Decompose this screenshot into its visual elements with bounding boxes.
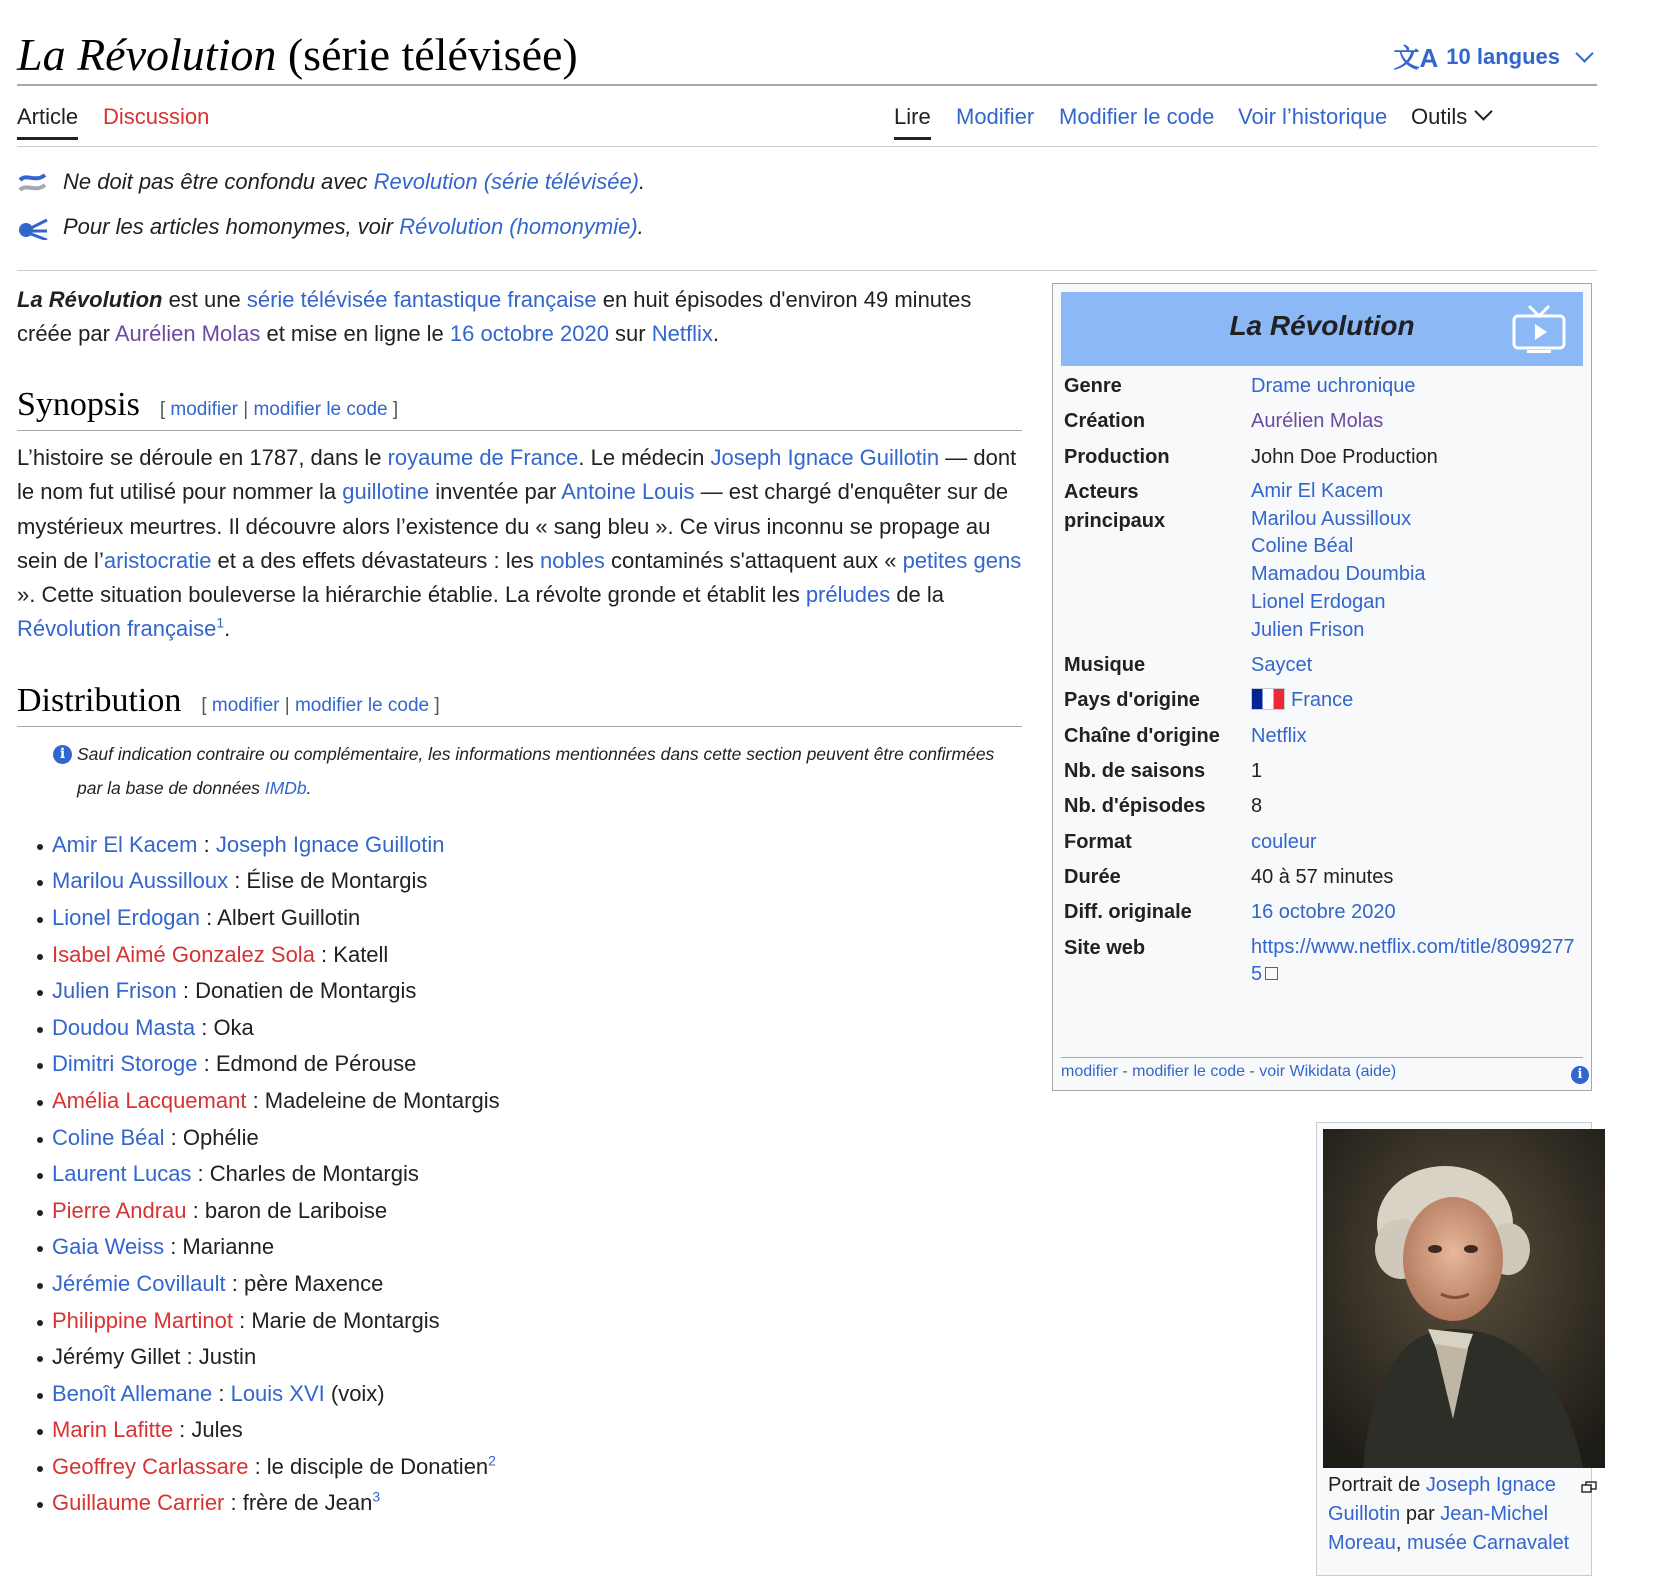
cast-actor-link[interactable]: Marin Lafitte (52, 1417, 174, 1443)
infobox-title: La Révolution (1229, 310, 1415, 341)
disambiguation-icon (17, 216, 51, 240)
france-flag-icon (1251, 688, 1285, 710)
cast-actor-link[interactable]: Dimitri Storoge (52, 1051, 198, 1077)
cast-item: Geoffrey Carlassare : le disciple de Donatien$^2$ (37, 1449, 1022, 1486)
section-heading-distribution: Distribution [ modifier | modifier le code ] (17, 683, 1022, 727)
infobox-link-actor[interactable]: Julien Frison (1251, 618, 1365, 641)
cast-role: baron de Lariboise (204, 1197, 388, 1223)
caption-link-moreau[interactable]: Jean-Michel Moreau (1328, 1503, 1549, 1554)
tab-history[interactable]: Voir l’historique (1238, 104, 1388, 129)
cast-role: le disciple de Donatien (266, 1453, 489, 1479)
caption-link-guillotin[interactable]: Joseph Ignace Guillotin (1328, 1474, 1556, 1525)
cast-role: Charles de Montargis (209, 1161, 419, 1187)
info-icon: i (53, 745, 72, 764)
confusion-icon (17, 171, 51, 195)
cast-item: Jérémie Covillault : père Maxence (37, 1266, 1022, 1303)
cast-role-note: (voix) (324, 1380, 385, 1406)
synopsis-paragraph: L’histoire se déroule en 1787, dans le royaume de France. Le médecin Joseph Ignace Guillotin — dont le nom fut utilisé pour nommer la guillotine inventée par Antoine Louis — est chargé d'enquêter sur de mystérieux meurtres. Il découvre alors l’existence du « sang bleu ». Ce virus inconnu se propage au sein de l’aristocratie et a des effets dévastateurs : les nobles contaminés s'attaquent aux « petites gens ». Cette situation bouleverse la hiérarchie établie. La révolte gronde et établit les préludes de la Révolution française$^1$. (17, 445, 1022, 642)
cast-actor-link[interactable]: Lionel Erdogan (52, 904, 201, 930)
enlarge-icon[interactable] (1581, 1481, 1597, 1493)
cast-actor-link[interactable]: Doudou Masta (52, 1014, 196, 1040)
cast-role-link[interactable]: Joseph Ignace Guillotin (215, 831, 445, 857)
cast-item: Lionel Erdogan : Albert Guillotin (37, 900, 1022, 937)
infobox-edit-link[interactable]: modifier (1061, 1063, 1118, 1080)
chevron-down-icon (1575, 44, 1593, 62)
title-bar (17, 22, 1597, 86)
infobox: La Révolution Genre Drame uchronique Création Aurélien Molas Production John Doe Production Acteurs principaux Amir El Kacem Marilou Aussilloux Coline Béal Mamadou Doumbia Lionel Erdogan Julien Frison Musique Saycet Pays d'origine France Chaîne d'origine Netflix Nb. de saisons 1 Nb. d'épisodes 8 Format couleur Durée 40 à 57 minutes Diff. originale 16 octobre 2020 Site web https://www.netflix.com/title/80992775 modifier - modifier le code - voir Wikidata (aide) i (1052, 283, 1592, 1091)
cast-actor-link[interactable]: Gaia Weiss (52, 1234, 165, 1260)
portrait-image[interactable] (1323, 1129, 1605, 1468)
cast-role: Madeleine de Montargis (264, 1087, 500, 1113)
tab-edit[interactable]: Modifier (956, 104, 1035, 129)
hatnote-disambiguation: Pour les articles homonymes, voir Révolution (homonymie). (63, 214, 644, 240)
infobox-link-music[interactable]: Saycet (1251, 654, 1313, 676)
language-button[interactable]: 文A 10 langues (1394, 38, 1598, 75)
link-serie[interactable]: série télévisée fantastique française (246, 287, 597, 312)
link-date[interactable]: 16 octobre 2020 (449, 321, 609, 346)
reference-link[interactable]: 3 (372, 1489, 381, 1506)
cast-actor-link[interactable]: Benoît Allemane (52, 1380, 213, 1406)
cast-actor-link[interactable]: Isabel Aimé Gonzalez Sola (52, 941, 315, 967)
tab-article[interactable]: Article (17, 104, 78, 140)
cast-item: Marin Lafitte : Jules (37, 1412, 1022, 1449)
link-nobles[interactable]: nobles (540, 547, 605, 573)
cast-item: Dimitri Storoge : Edmond de Pérouse (37, 1046, 1022, 1083)
cast-role: Élise de Montargis (246, 868, 428, 894)
intro-paragraph: La Révolution est une série télévisée fantastique française en huit épisodes d'environ 49 minutes créée par Aurélien Molas et mise en ligne le 16 octobre 2020 sur Netflix. (17, 287, 972, 346)
infobox-link-actor[interactable]: Marilou Aussilloux (1251, 507, 1412, 530)
cast-role: Marie de Montargis (251, 1307, 440, 1333)
infobox-wikidata-link[interactable]: voir Wikidata (aide) (1259, 1063, 1397, 1080)
cast-item: Julien Frison : Donatien de Montargis (37, 973, 1022, 1010)
cast-item: Pierre Andrau : baron de Lariboise (37, 1193, 1022, 1230)
edit-section-link[interactable]: modifier (170, 399, 238, 420)
page-tabs (17, 92, 1597, 147)
cast-role: Jules (191, 1417, 243, 1443)
cast-actor-link[interactable]: Jérémie Covillault (52, 1270, 226, 1296)
cast-role: Edmond de Pérouse (215, 1051, 417, 1077)
cast-actor-link[interactable]: Marilou Aussilloux (52, 868, 229, 894)
link-preludes[interactable]: préludes (805, 582, 891, 608)
cast-role: Oka (213, 1014, 254, 1040)
article-body (17, 283, 1022, 1522)
cast-item: Benoît Allemane : Louis XVI (voix) (37, 1376, 1022, 1413)
distribution-note: i Sauf indication contraire ou complémentaire, les informations mentionnées dans cette section peuvent être confirmées par la base de données IMDb. (17, 737, 1022, 805)
infobox-title-bar (1061, 292, 1583, 366)
cast-actor: Jérémy Gillet (52, 1344, 181, 1370)
tab-read[interactable]: Lire (894, 104, 931, 140)
cast-item: Jérémy Gillet : Justin (37, 1339, 1022, 1376)
cast-actor-link[interactable]: Laurent Lucas (52, 1161, 192, 1187)
cast-actor-link[interactable]: Guillaume Carrier (52, 1490, 225, 1516)
cast-item: Doudou Masta : Oka (37, 1010, 1022, 1047)
link-revolution-francaise[interactable]: Révolution française (17, 616, 217, 642)
info-icon[interactable]: i (1571, 1066, 1589, 1084)
cast-item: Amélia Lacquemant : Madeleine de Montargis (37, 1083, 1022, 1120)
cast-role: père Maxence (243, 1270, 384, 1296)
cast-item: Gaia Weiss : Marianne (37, 1229, 1022, 1266)
cast-item: Coline Béal : Ophélie (37, 1120, 1022, 1157)
cast-actor-link[interactable]: Pierre Andrau (52, 1197, 187, 1223)
link-aurelien-molas[interactable]: Aurélien Molas (114, 321, 261, 346)
external-link-icon (1265, 967, 1278, 980)
infobox-link-creation[interactable]: Aurélien Molas (1251, 410, 1384, 432)
infobox-link-actor[interactable]: Mamadou Doumbia (1251, 563, 1426, 586)
cast-item: Philippine Martinot : Marie de Montargis (37, 1303, 1022, 1340)
section-edit-links: [ modifier | modifier le code ] (159, 399, 399, 420)
cast-actor-link[interactable]: Amélia Lacquemant (52, 1087, 247, 1113)
infobox-link-format[interactable]: couleur (1251, 831, 1317, 853)
link-royaume[interactable]: royaume de France (387, 445, 579, 470)
tools-menu[interactable]: Outils (1411, 104, 1496, 130)
translate-icon: 文A (1393, 43, 1439, 73)
cast-list (17, 827, 1022, 1522)
link-aristocratie[interactable]: aristocratie (103, 547, 212, 573)
section-heading-synopsis: Synopsis [ modifier | modifier le code ] (17, 387, 1022, 431)
link-guillotine[interactable]: guillotine (342, 479, 430, 505)
link-antoine-louis[interactable]: Antoine Louis (561, 479, 695, 505)
reference-link[interactable]: 2 (488, 1452, 496, 1469)
edit-source-section-link[interactable]: modifier le code (294, 694, 430, 716)
cast-role: Ophélie (182, 1124, 259, 1150)
cast-role: frère de Jean (242, 1490, 373, 1516)
cast-role: Albert Guillotin (217, 904, 361, 930)
cast-actor-link[interactable]: Julien Frison (52, 978, 177, 1004)
hatnotes (17, 166, 1597, 271)
cast-role: Marianne (182, 1234, 275, 1260)
edit-source-section-link[interactable]: modifier le code (253, 399, 388, 420)
cast-item: Guillaume Carrier : frère de Jean$^3$ (37, 1485, 1022, 1522)
cast-item: Isabel Aimé Gonzalez Sola : Katell (37, 937, 1022, 974)
link-guillotin[interactable]: Joseph Ignace Guillotin (710, 445, 940, 470)
hatnote-confusion: Ne doit pas être confondu avec Revolution (série télévisée). (63, 169, 645, 195)
cast-actor-link[interactable]: Amir El Kacem (52, 831, 198, 857)
infobox-link-country[interactable]: France (1291, 689, 1354, 711)
hatnote-link-homonymie[interactable]: Révolution (homonymie) (399, 214, 638, 239)
reference-link[interactable]: 1 (216, 615, 225, 632)
chevron-down-icon (1475, 102, 1493, 120)
infobox-link-actor[interactable]: Coline Béal (1251, 535, 1354, 558)
caption-link-carnavalet[interactable]: musée Carnavalet (1406, 1532, 1570, 1554)
cast-item: Marilou Aussilloux : Élise de Montargis (37, 863, 1022, 900)
cast-item: Amir El Kacem : Joseph Ignace Guillotin (37, 827, 1022, 864)
link-netflix[interactable]: Netflix (651, 321, 713, 346)
link-petites-gens[interactable]: petites gens (902, 547, 1022, 573)
cast-role-link[interactable]: Louis XVI (230, 1380, 325, 1406)
infobox-link-website[interactable]: https://www.netflix.com/title/80992775 (1251, 936, 1575, 985)
cast-item: Laurent Lucas : Charles de Montargis (37, 1156, 1022, 1193)
infobox-link-channel[interactable]: Netflix (1251, 725, 1307, 747)
infobox-link-date[interactable]: 16 octobre 2020 (1251, 901, 1396, 923)
hatnote-link-revolution[interactable]: Revolution (série télévisée) (373, 169, 639, 194)
cast-actor-link[interactable]: Philippine Martinot (52, 1307, 233, 1333)
cast-role: Katell (333, 941, 389, 967)
portrait-caption: Portrait de Joseph Ignace Guillotin par Jean-Michel Moreau, musée Carnavalet (1328, 1471, 1593, 1558)
portrait-thumbnail (1316, 1122, 1592, 1576)
infobox-footer: modifier - modifier le code - voir Wikidata (aide) i (1061, 1057, 1583, 1081)
cast-role: Justin (198, 1344, 257, 1370)
infobox-link-genre[interactable]: Drame uchronique (1251, 375, 1416, 397)
section-edit-links: [ modifier | modifier le code ] (201, 694, 440, 716)
tab-edit-source[interactable]: Modifier le code (1059, 104, 1215, 129)
edit-section-link[interactable]: modifier (211, 694, 280, 716)
infobox-link-actor[interactable]: Amir El Kacem (1251, 480, 1384, 502)
page-title: La Révolution (série télévisée) (17, 29, 578, 80)
cast-actor-link[interactable]: Coline Béal (52, 1124, 165, 1150)
tv-icon (1511, 304, 1567, 356)
tab-discussion[interactable]: Discussion (103, 104, 210, 129)
infobox-edit-source-link[interactable]: modifier le code (1132, 1063, 1246, 1080)
cast-actor-link[interactable]: Geoffrey Carlassare (52, 1453, 249, 1479)
portrait-painting (1323, 1129, 1605, 1468)
link-imdb[interactable]: IMDb (264, 777, 307, 798)
cast-role: Donatien de Montargis (195, 978, 417, 1004)
infobox-link-actor[interactable]: Lionel Erdogan (1251, 590, 1386, 613)
